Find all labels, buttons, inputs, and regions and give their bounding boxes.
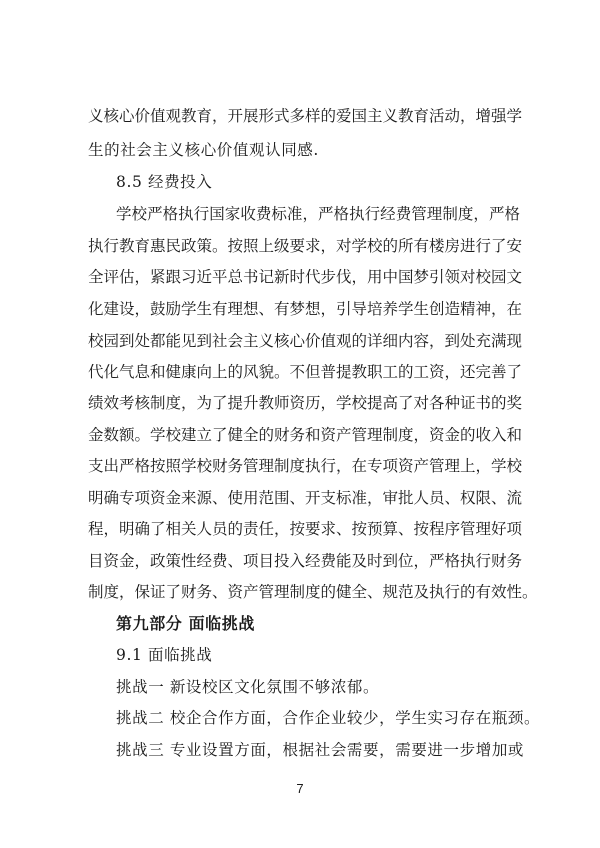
paragraph-line: 金数额。学校建立了健全的财务和资产管理制度，资金的收入和 [88,426,523,444]
section-heading-8-5: 8.5 经费投入 [116,173,213,191]
paragraph-line: 校园到处都能见到社会主义核心价值观的详细内容，到处充满现 [88,332,523,350]
paragraph-line: 绩效考核制度，为了提升教师资历，学校提高了对各种证书的奖 [88,394,523,412]
paragraph-line: 义核心价值观教育，开展形式多样的爱国主义教育活动，增强学 [88,107,523,125]
paragraph-line: 执行教育惠民政策。按照上级要求，对学校的所有楼房进行了安 [88,237,523,255]
paragraph-line: 明确专项资金来源、使用范围、开支标准，审批人员、权限、流 [88,489,523,507]
paragraph-line: 全评估，紧跟习近平总书记新时代步伐，用中国梦引领对校园文 [88,268,523,286]
page-number: 7 [296,781,304,796]
paragraph-line: 生的社会主义核心价值观认同感. [88,141,319,159]
challenge-item: 挑战二 校企合作方面，合作企业较少，学生实习存在瓶颈。 [116,709,541,727]
paragraph-line: 支出严格按照学校财务管理制度执行，在专项资产管理上，学校 [88,457,523,475]
paragraph-line: 目资金，政策性经费、项目投入经费能及时到位，严格执行财务 [88,552,523,570]
challenge-item: 挑战三 专业设置方面，根据社会需要，需要进一步增加或 [116,741,525,759]
paragraph-line: 学校严格执行国家收费标准，严格执行经费管理制度，严格 [116,205,520,223]
paragraph-line: 化建设，鼓励学生有理想、有梦想，引导培养学生创造精神，在 [88,300,523,318]
paragraph-line: 代化气息和健康向上的风貌。不但普提教职工的工资，还完善了 [88,363,523,381]
section-heading-9-1: 9.1 面临挑战 [116,646,213,664]
challenge-item: 挑战一 新设校区文化氛围不够浓郁。 [116,678,380,696]
paragraph-line: 程，明确了相关人员的责任，按要求、按预算、按程序管理好项 [88,520,523,538]
paragraph-line: 制度，保证了财务、资产管理制度的健全、规范及执行的有效性。 [88,583,538,601]
part-heading: 第九部分 面临挑战 [116,614,255,633]
